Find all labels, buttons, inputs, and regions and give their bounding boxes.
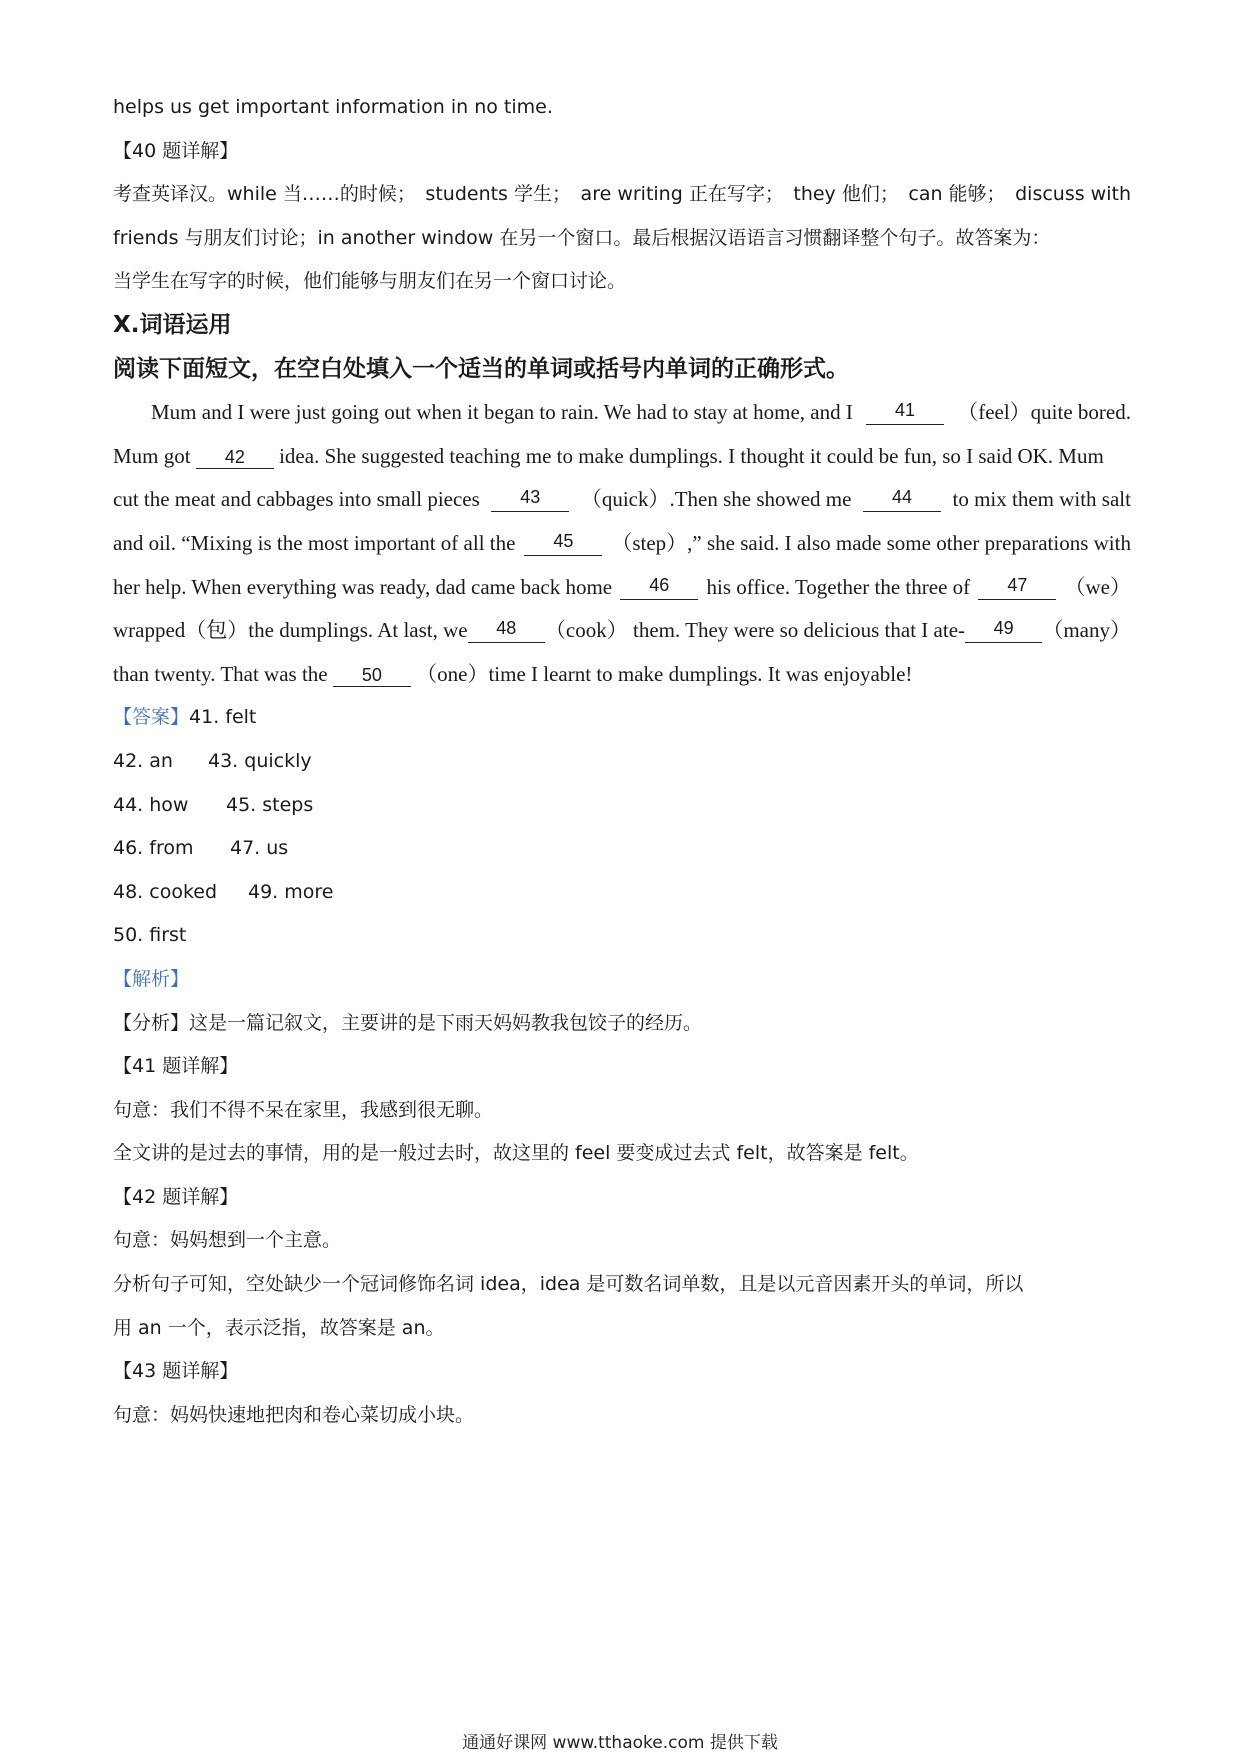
q40-heading: 【40 题详解】 bbox=[113, 140, 239, 162]
text-segment: 考查英译汉。while 当……的时候； bbox=[113, 183, 416, 205]
blank-42: 42 bbox=[196, 446, 274, 469]
text-segment: they 他们； bbox=[793, 183, 899, 205]
answer-row-4 bbox=[113, 835, 288, 861]
passage-text: （we） bbox=[1064, 575, 1131, 599]
passage-text: wrapped（包）the dumplings. At last, we bbox=[113, 618, 468, 642]
answer-row-3 bbox=[113, 792, 313, 818]
answer-item: 50. first bbox=[113, 924, 187, 946]
passage-text: than twenty. That was the bbox=[113, 662, 328, 686]
blank-49: 49 bbox=[965, 617, 1042, 643]
passage-text: （quick）.Then she showed me bbox=[580, 487, 852, 511]
passage-line-5 bbox=[113, 574, 1131, 600]
blank-47: 47 bbox=[978, 574, 1056, 600]
answer-item: 42. an bbox=[113, 750, 173, 772]
q41-explanation: 全文讲的是过去的事情，用的是一般过去时，故这里的 feel 要变成过去式 felt，故答案是 felt。 bbox=[113, 1142, 919, 1164]
q42-explanation-line2: 用 an 一个，表示泛指，故答案是 an。 bbox=[113, 1317, 445, 1339]
q43-heading: 【43 题详解】 bbox=[113, 1360, 239, 1382]
passage-text: （feel）quite bored. bbox=[957, 400, 1131, 424]
passage-line-3 bbox=[113, 486, 1131, 512]
passage-text: （many） bbox=[1042, 618, 1131, 642]
q41-meaning: 句意：我们不得不呆在家里，我感到很无聊。 bbox=[113, 1099, 494, 1121]
passage-text: Mum and I were just going out when it began to rain. We had to stay at home, and I bbox=[151, 400, 853, 424]
passage-text: her help. When everything was ready, dad came back home bbox=[113, 575, 613, 599]
text-segment: discuss with bbox=[1015, 183, 1131, 205]
blank-48: 48 bbox=[468, 617, 545, 643]
answer-row-5 bbox=[113, 879, 333, 905]
section-instruction: 阅读下面短文，在空白处填入一个适当的单词或括号内单词的正确形式。 bbox=[113, 356, 849, 382]
blank-43: 43 bbox=[491, 486, 569, 512]
answer-item: 48. cooked bbox=[113, 881, 218, 903]
q43-meaning: 句意：妈妈快速地把肉和卷心菜切成小块。 bbox=[113, 1404, 475, 1426]
q42-explanation-line1: 分析句子可知，空处缺少一个冠词修饰名词 idea，idea 是可数名词单数，且是以元音因素开头的单词，所以 bbox=[113, 1273, 1024, 1295]
answer-item: 43. quickly bbox=[208, 750, 312, 772]
passage-text: （one）time I learnt to make dumplings. It was enjoyable! bbox=[416, 662, 913, 686]
passage-text: his office. Together the three of bbox=[706, 575, 971, 599]
q42-meaning: 句意：妈妈想到一个主意。 bbox=[113, 1229, 342, 1251]
answer-label: 【答案】 bbox=[113, 706, 190, 728]
passage-text: cut the meat and cabbages into small pieces bbox=[113, 487, 480, 511]
passage-text: （cook） them. They were so delicious that I ate- bbox=[544, 618, 966, 642]
q42-heading: 【42 题详解】 bbox=[113, 1186, 239, 1208]
blank-44: 44 bbox=[863, 486, 941, 512]
answer-item: 45. steps bbox=[226, 794, 314, 816]
q40-explanation-line2: friends 与朋友们讨论；in another window 在另一个窗口。最后根据汉语语言习惯翻译整个句子。故答案为： bbox=[113, 227, 1051, 249]
passage-text: Mum got bbox=[113, 444, 191, 468]
answer-item: 41. felt bbox=[189, 706, 257, 728]
paragraph-continuation: helps us get important information in no time. bbox=[113, 96, 553, 118]
passage-line-1 bbox=[113, 399, 1131, 425]
q41-heading: 【41 题详解】 bbox=[113, 1055, 239, 1077]
blank-50: 50 bbox=[333, 664, 411, 687]
passage-line-4 bbox=[113, 530, 1131, 556]
blank-41: 41 bbox=[866, 399, 944, 425]
answer-item: 44. how bbox=[113, 794, 189, 816]
section-title: X.词语运用 bbox=[113, 312, 232, 338]
analysis-summary: 【分析】这是一篇记叙文，主要讲的是下雨天妈妈教我包饺子的经历。 bbox=[113, 1012, 703, 1034]
answer-item: 47. us bbox=[230, 837, 289, 859]
passage-text: and oil. “Mixing is the most important of all the bbox=[113, 531, 516, 555]
passage-text: （step）,” she said. I also made some other preparations with bbox=[611, 531, 1131, 555]
blank-45: 45 bbox=[524, 530, 602, 556]
passage-line-6 bbox=[113, 617, 1131, 643]
text-segment: are writing 正在写字； bbox=[580, 183, 784, 205]
blank-46: 46 bbox=[620, 574, 698, 600]
answer-row-1 bbox=[113, 704, 256, 730]
passage-line-7 bbox=[113, 661, 912, 687]
page-footer: 通通好课网 www.tthaoke.com 提供下载 bbox=[462, 1733, 778, 1753]
answer-item: 46. from bbox=[113, 837, 194, 859]
passage-text: to mix them with salt bbox=[952, 487, 1131, 511]
answer-item: 49. more bbox=[248, 881, 334, 903]
text-segment: can 能够； bbox=[908, 183, 1006, 205]
passage-line-2 bbox=[113, 443, 1104, 469]
analysis-label: 【解析】 bbox=[113, 968, 190, 990]
passage-text: idea. She suggested teaching me to make dumplings. I thought it could be fun, so I said OK. Mum bbox=[279, 444, 1104, 468]
answer-row-6 bbox=[113, 922, 186, 948]
answer-row-2 bbox=[113, 748, 312, 774]
q40-explanation-line1 bbox=[113, 181, 1131, 207]
text-segment: students 学生； bbox=[425, 183, 571, 205]
q40-explanation-line3: 当学生在写字的时候，他们能够与朋友们在另一个窗口讨论。 bbox=[113, 270, 627, 292]
